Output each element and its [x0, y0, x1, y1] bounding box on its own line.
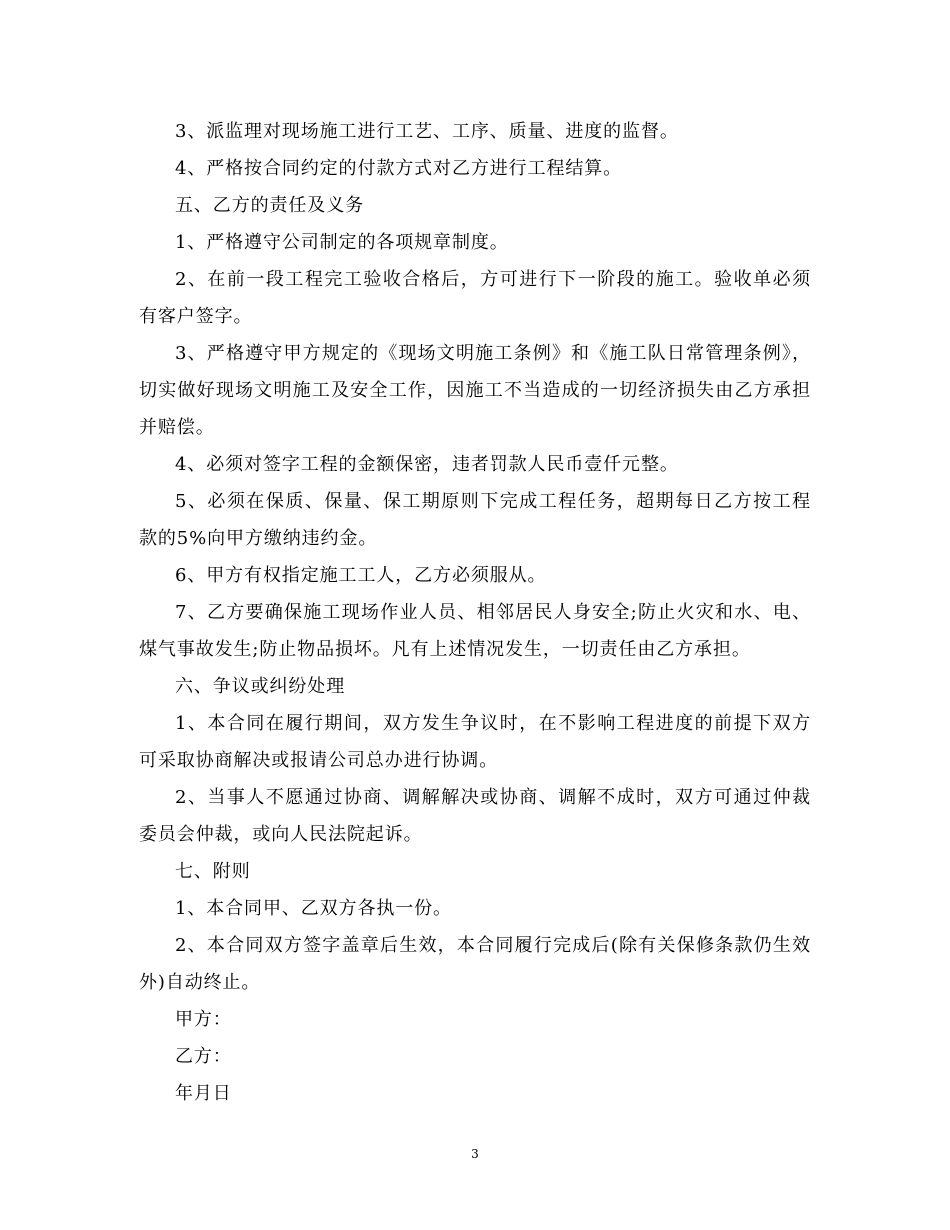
document-body	[139, 113, 811, 1112]
section-heading-seven: 七、附则	[175, 861, 251, 882]
signature-party-b: 乙方：	[175, 1046, 232, 1067]
section-heading-six: 六、争议或纠纷处理	[175, 676, 346, 697]
clause-4-confidentiality: 4、必须对签字工程的金额保密，违者罚款人民币壹仟元整。	[175, 454, 679, 475]
page-number: 3	[471, 1147, 479, 1161]
signature-party-a: 甲方：	[175, 1009, 232, 1030]
clause-1-regulations: 1、严格遵守公司制定的各项规章制度。	[175, 232, 509, 253]
clause-7-accidents: 7、乙方要确保施工现场作业人员、相邻居民人身安全;防止火灾和水、电、煤气事故发生;防止物品损坏。凡有上述情况发生，一切责任由乙方承担。	[139, 602, 811, 660]
clause-5-deadline: 5、必须在保质、保量、保工期原则下完成工程任务，超期每日乙方按工程款的5%向甲方缴纳违约金。	[139, 491, 811, 549]
clause-4-settlement: 4、严格按合同约定的付款方式对乙方进行工程结算。	[175, 158, 623, 179]
clause-1-negotiation: 1、本合同在履行期间，双方发生争议时，在不影响工程进度的前提下双方可采取协商解决或报请公司总办进行协调。	[139, 713, 811, 771]
clause-3-safety: 3、严格遵守甲方规定的《现场文明施工条例》和《施工队日常管理条例》，切实做好现场文明施工及安全工作，因施工不当造成的一切经济损失由乙方承担并赔偿。	[139, 343, 811, 438]
clause-2-effective: 2、本合同双方签字盖章后生效，本合同履行完成后(除有关保修条款仍生效外)自动终止。	[139, 935, 811, 993]
clause-2-acceptance: 2、在前一段工程完工验收合格后，方可进行下一阶段的施工。验收单必须有客户签字。	[139, 269, 811, 327]
section-heading-five: 五、乙方的责任及义务	[175, 195, 364, 216]
signature-date: 年月日	[175, 1083, 232, 1104]
clause-1-copies: 1、本合同甲、乙双方各执一份。	[175, 898, 452, 919]
clause-2-arbitration: 2、当事人不愿通过协商、调解解决或协商、调解不成时，双方可通过仲裁委员会仲裁，或向人民法院起诉。	[139, 787, 811, 845]
clause-3-supervision: 3、派监理对现场施工进行工艺、工序、质量、进度的监督。	[175, 121, 679, 142]
clause-6-workers: 6、甲方有权指定施工工人，乙方必须服从。	[175, 565, 547, 586]
